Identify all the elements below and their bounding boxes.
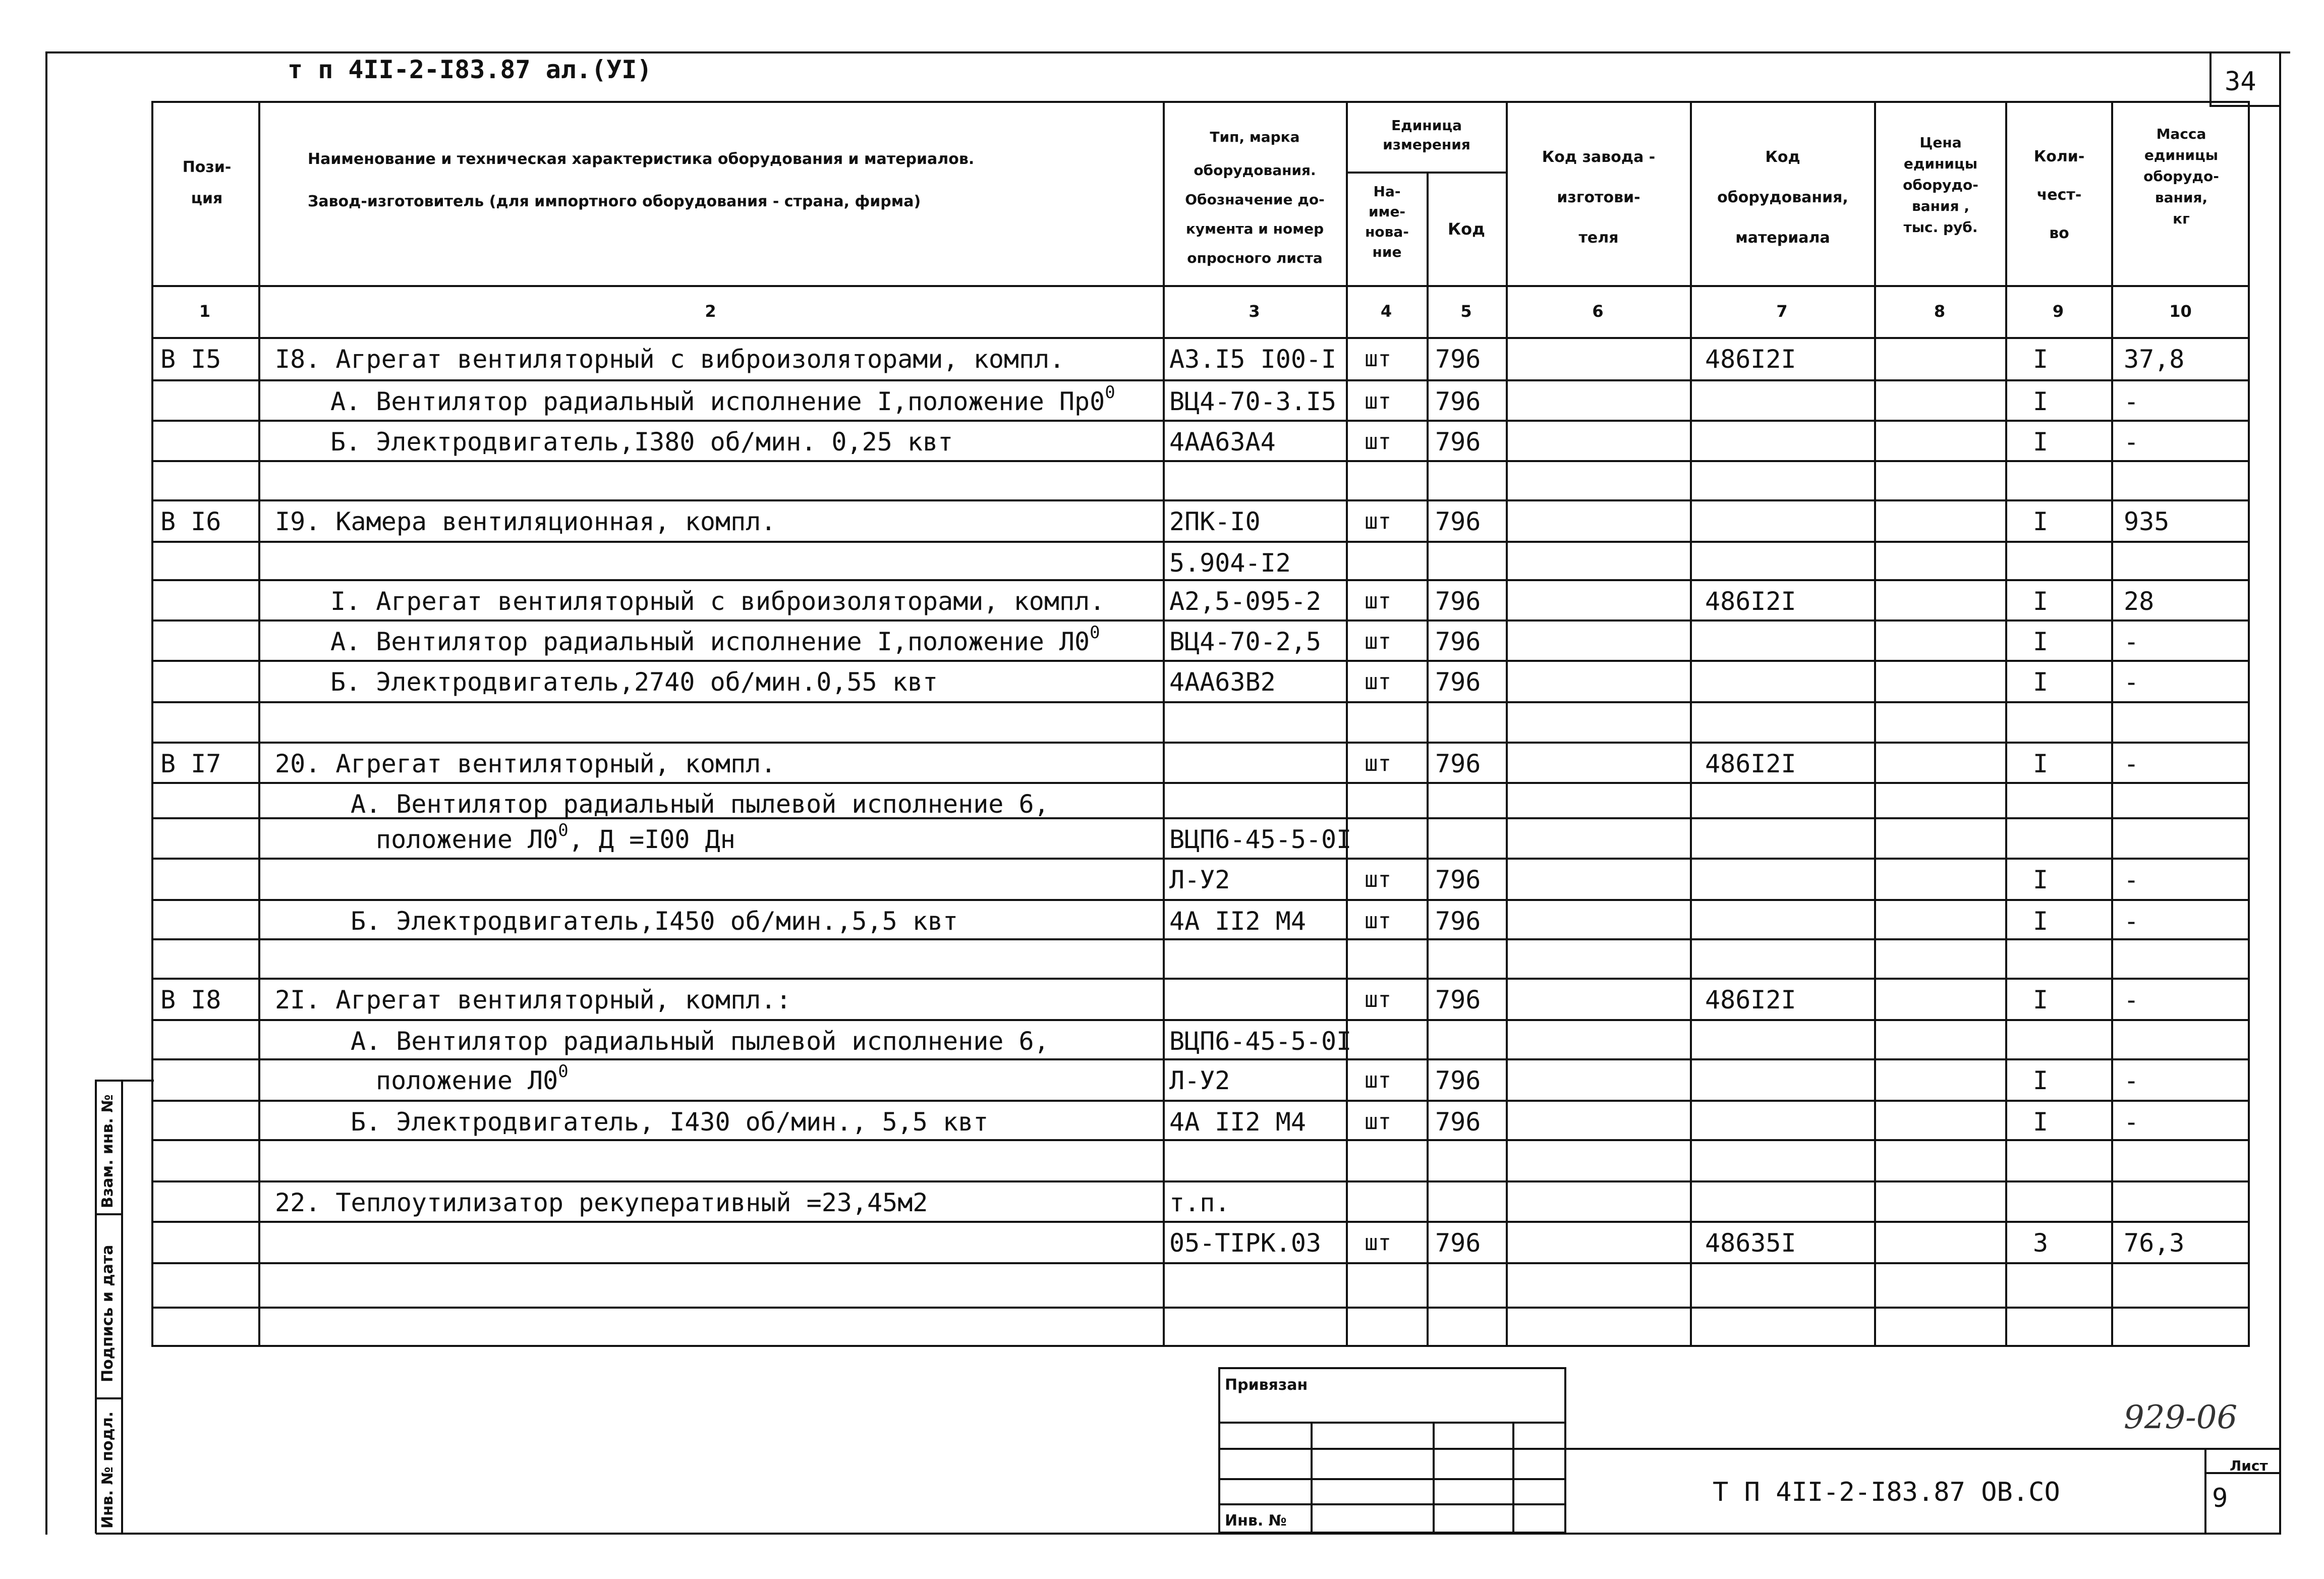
- header-quantity: Коли- чест- во: [2033, 148, 2085, 242]
- header-price: Цена единицы оборудо- вания , тыс. руб.: [1903, 134, 1978, 236]
- row-code: 796: [1435, 1228, 1481, 1258]
- row-type: Л-У2: [1169, 865, 1230, 894]
- row-qty: I: [2033, 507, 2049, 536]
- row-qty: I: [2033, 749, 2049, 778]
- col-line-2: [1163, 101, 1165, 1347]
- header-unit-code: Код: [1448, 219, 1485, 239]
- row-pos: В I7: [160, 749, 221, 778]
- row-type: ВЦ4-70-3.I5: [1169, 387, 1337, 416]
- header-equipment-code: Код оборудования, материала: [1717, 148, 1848, 247]
- row-unit: шт: [1365, 908, 1391, 934]
- col-line-1: [258, 101, 260, 1347]
- row-divider: [151, 379, 2250, 381]
- row-name: А. Вентилятор радиальный исполнение I,положение $Пр0^0$: [330, 382, 1115, 416]
- top-border: [45, 51, 2290, 53]
- row-divider: [151, 1307, 2250, 1309]
- stamp-bound-label: Привязан: [1225, 1376, 1308, 1394]
- colnum-2: 2: [705, 302, 716, 321]
- row-qty: I: [2033, 1107, 2049, 1137]
- row-name: I. Агрегат вентиляторный с виброизоляторами, компл.: [330, 587, 1105, 616]
- row-mass: 76,3: [2124, 1228, 2185, 1258]
- row-code: 796: [1435, 907, 1481, 936]
- document-reference: т п 4II-2-I83.87 ал.(УI): [288, 55, 652, 84]
- row-mass: 37,8: [2124, 345, 2185, 374]
- row-unit: шт: [1365, 388, 1391, 414]
- row-name: Б. Электродвигатель,I380 об/мин. 0,25 квт: [330, 427, 953, 457]
- row-mass: -: [2124, 749, 2139, 778]
- header-position: Пози- ция: [182, 158, 232, 207]
- row-unit: шт: [1365, 987, 1391, 1012]
- row-mass: -: [2124, 667, 2139, 697]
- row-divider: [151, 541, 2250, 543]
- row-divider: [151, 579, 2250, 581]
- row-type: ВЦП6-45-5-0I: [1169, 825, 1352, 854]
- row-divider: [151, 978, 2250, 980]
- row-unit: шт: [1365, 669, 1391, 695]
- row-mass: -: [2124, 627, 2139, 656]
- row-qty: I: [2033, 345, 2049, 374]
- row-code: 796: [1435, 1107, 1481, 1137]
- row-divider: [151, 499, 2250, 501]
- row-type: 4АА63В2: [1169, 667, 1276, 697]
- row-qty: 3: [2033, 1228, 2049, 1258]
- row-code: 796: [1435, 985, 1481, 1014]
- col-line-7: [1874, 101, 1876, 1347]
- row-qty: I: [2033, 907, 2049, 936]
- row-unit: шт: [1365, 629, 1391, 654]
- row-name: положение $Л0^0$, Д =I00 Дн: [376, 820, 735, 854]
- col-line-8: [2005, 101, 2007, 1347]
- row-type: 5.904-I2: [1169, 548, 1291, 578]
- unit-group-line: [1346, 172, 1506, 174]
- title-block-line: [1566, 1448, 2280, 1450]
- row-mass: 935: [2124, 507, 2170, 536]
- row-code: 796: [1435, 387, 1481, 416]
- colnum-5: 5: [1460, 302, 1472, 321]
- row-name: А. Вентилятор радиальный пылевой исполнение 6,: [351, 1027, 1049, 1056]
- row-unit: шт: [1365, 346, 1391, 372]
- side-strip-div-2: [95, 1397, 123, 1399]
- row-qty: I: [2033, 985, 2049, 1014]
- side-label-sign: Подпись и дата: [99, 1245, 117, 1382]
- row-type: ВЦП6-45-5-0I: [1169, 1027, 1352, 1056]
- colnum-3: 3: [1249, 302, 1260, 321]
- row-qty: I: [2033, 1066, 2049, 1095]
- header-name: Наименование и техническая характеристика оборудования и материалов. Завод-изготовитель (для импортного оборудования - страна, фирма): [308, 150, 975, 210]
- row-code: 796: [1435, 587, 1481, 616]
- row-unit: шт: [1365, 867, 1391, 892]
- row-name: 22. Теплоутилизатор рекуперативный =23,45м2: [275, 1188, 928, 1217]
- stamp-vline-3: [1512, 1422, 1514, 1534]
- row-unit: шт: [1365, 509, 1391, 534]
- row-divider: [151, 1262, 2250, 1264]
- row-divider: [151, 460, 2250, 462]
- header-unit-name: На- име- нова- ние: [1365, 183, 1409, 260]
- row-unit: шт: [1365, 429, 1391, 455]
- row-pos: В I5: [160, 345, 221, 374]
- row-divider: [151, 701, 2250, 703]
- row-divider: [151, 619, 2250, 622]
- row-divider: [151, 782, 2250, 784]
- row-qty: I: [2033, 587, 2049, 616]
- row-qty: I: [2033, 627, 2049, 656]
- row-type: ВЦ4-70-2,5: [1169, 627, 1322, 656]
- row-divider: [151, 1180, 2250, 1182]
- stamp-vline-2: [1433, 1422, 1435, 1534]
- row-mass: -: [2124, 865, 2139, 894]
- row-unit: шт: [1365, 1109, 1391, 1135]
- row-name: I8. Агрегат вентиляторный с виброизоляторами, компл.: [275, 345, 1065, 374]
- row-code: 796: [1435, 507, 1481, 536]
- colnum-bottom-line: [151, 337, 2250, 339]
- row-mass: -: [2124, 1066, 2139, 1095]
- row-qty: I: [2033, 667, 2049, 697]
- row-type: Л-У2: [1169, 1066, 1230, 1095]
- row-type: 2ПК-I0: [1169, 507, 1261, 536]
- row-equip: 48635I: [1705, 1228, 1796, 1258]
- row-divider: [151, 660, 2250, 662]
- row-unit: шт: [1365, 1067, 1391, 1093]
- row-type: 4А II2 М4: [1169, 1107, 1306, 1137]
- row-code: 796: [1435, 749, 1481, 778]
- row-mass: -: [2124, 985, 2139, 1014]
- spec-table: [151, 101, 2250, 1347]
- bottom-border: [96, 1533, 2281, 1535]
- header-unit-group: Единица измерения: [1383, 117, 1470, 153]
- row-name: 2I. Агрегат вентиляторный, компл.:: [275, 985, 791, 1014]
- row-mass: -: [2124, 387, 2139, 416]
- col-line-3: [1346, 101, 1348, 1347]
- row-type: А3.I5 I00-I: [1169, 345, 1337, 374]
- stamp-vline-1: [1311, 1422, 1313, 1534]
- row-unit: шт: [1365, 1230, 1391, 1256]
- row-unit: шт: [1365, 751, 1391, 776]
- row-divider: [151, 1058, 2250, 1060]
- row-type: 4А II2 М4: [1169, 907, 1306, 936]
- sheet-number: 9: [2212, 1483, 2228, 1513]
- row-code: 796: [1435, 345, 1481, 374]
- row-code: 796: [1435, 667, 1481, 697]
- row-name: Б. Электродвигатель, I430 об/мин., 5,5 квт: [351, 1107, 989, 1137]
- row-divider: [151, 858, 2250, 860]
- colnum-1: 1: [199, 302, 211, 321]
- side-label-vzam: Взам. инв. №: [99, 1094, 117, 1208]
- side-strip-right: [121, 1080, 123, 1534]
- row-pos: В I8: [160, 985, 221, 1014]
- col-line-6: [1690, 101, 1692, 1347]
- row-unit: шт: [1365, 588, 1391, 614]
- col-line-9: [2111, 101, 2113, 1347]
- row-mass: -: [2124, 907, 2139, 936]
- side-strip-top: [96, 1080, 154, 1082]
- col-line-5: [1506, 101, 1508, 1347]
- side-strip-div-1: [95, 1213, 123, 1215]
- row-name: Б. Электродвигатель,I450 об/мин.,5,5 квт: [351, 907, 958, 936]
- row-name: 20. Агрегат вентиляторный, компл.: [275, 749, 776, 778]
- colnum-10: 10: [2169, 302, 2192, 321]
- row-name: Б. Электродвигатель,2740 об/мин.0,55 квт: [330, 667, 938, 697]
- row-pos: В I6: [160, 507, 221, 536]
- colnum-9: 9: [2052, 302, 2064, 321]
- row-divider: [151, 742, 2250, 744]
- colnum-6: 6: [1592, 302, 1604, 321]
- stamp-inv-label: Инв. №: [1225, 1512, 1287, 1530]
- row-name: А. Вентилятор радиальный пылевой исполнение 6,: [351, 790, 1049, 819]
- left-margin-line: [45, 51, 47, 1535]
- page-number: 34: [2225, 67, 2256, 97]
- row-code: 796: [1435, 1066, 1481, 1095]
- row-equip: 486I2I: [1705, 985, 1796, 1014]
- row-divider: [151, 1100, 2250, 1102]
- row-code: 796: [1435, 865, 1481, 894]
- colnum-8: 8: [1934, 302, 1946, 321]
- document-code: Т П 4II-2-I83.87 ОВ.СО: [1713, 1477, 2060, 1507]
- col-line-4: [1427, 172, 1429, 1347]
- row-divider: [151, 1139, 2250, 1141]
- row-type: А2,5-095-2: [1169, 587, 1322, 616]
- row-type: 05-ТIРК.03: [1169, 1228, 1322, 1258]
- row-code: 796: [1435, 627, 1481, 656]
- row-mass: -: [2124, 1107, 2139, 1137]
- side-label-inv: Инв. № подл.: [99, 1411, 117, 1529]
- row-divider: [151, 938, 2250, 940]
- handwritten-number: 929-06: [2124, 1399, 2238, 1436]
- row-qty: I: [2033, 427, 2049, 457]
- row-divider: [151, 1221, 2250, 1223]
- row-qty: I: [2033, 865, 2049, 894]
- row-equip: 486I2I: [1705, 749, 1796, 778]
- colnum-7: 7: [1776, 302, 1788, 321]
- row-equip: 486I2I: [1705, 345, 1796, 374]
- row-code: 796: [1435, 427, 1481, 457]
- row-divider: [151, 899, 2250, 901]
- row-divider: [151, 1019, 2250, 1021]
- header-factory-code: Код завода - изготови- теля: [1542, 148, 1656, 247]
- row-divider: [151, 420, 2250, 422]
- header-type: Тип, марка оборудования. Обозначение до- кумента и номер опросного листа: [1185, 129, 1325, 266]
- colnum-4: 4: [1380, 302, 1392, 321]
- right-border: [2279, 51, 2281, 1535]
- row-name: положение $Л0^0$: [376, 1061, 569, 1095]
- header-mass: Масса единицы оборудо- вания, кг: [2143, 126, 2219, 227]
- sheet-label: Лист: [2230, 1457, 2268, 1474]
- row-equip: 486I2I: [1705, 587, 1796, 616]
- row-type: т.п.: [1169, 1188, 1230, 1217]
- row-mass: 28: [2124, 587, 2155, 616]
- side-strip-line: [95, 1080, 97, 1534]
- row-name: I9. Камера вентиляционная, компл.: [275, 507, 776, 536]
- row-name: А. Вентилятор радиальный исполнение I,положение $Л0^0$: [330, 623, 1100, 656]
- header-bottom-line: [151, 285, 2250, 287]
- row-mass: -: [2124, 427, 2139, 457]
- row-type: 4АА63А4: [1169, 427, 1276, 457]
- row-qty: I: [2033, 387, 2049, 416]
